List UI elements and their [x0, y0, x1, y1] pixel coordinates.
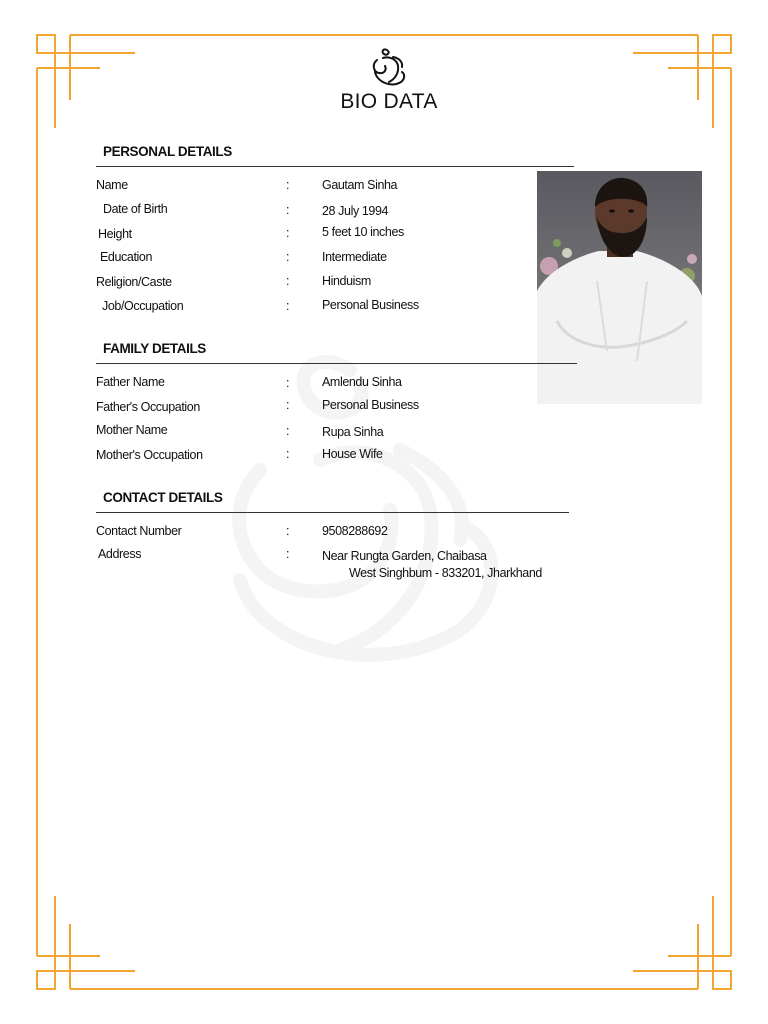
- row-colon: :: [286, 398, 290, 412]
- row-value: Near Rungta Garden, Chaibasa: [322, 549, 487, 563]
- personal-details-divider: [96, 166, 574, 167]
- family-details-heading: FAMILY DETAILS: [103, 341, 206, 356]
- person-photo-icon: [537, 171, 702, 404]
- row-colon: :: [286, 178, 290, 192]
- row-value: 5 feet 10 inches: [322, 225, 404, 239]
- row-label: Name: [96, 178, 128, 192]
- row-value: Intermediate: [322, 250, 387, 264]
- row-value: Rupa Sinha: [322, 425, 384, 439]
- row-label: Education: [100, 250, 152, 264]
- row-label: Contact Number: [96, 524, 182, 538]
- row-label: Religion/Caste: [96, 275, 172, 289]
- row-value: Gautam Sinha: [322, 178, 398, 192]
- ganesha-icon: [369, 46, 409, 90]
- row-value: House Wife: [322, 447, 383, 461]
- row-value: 28 July 1994: [322, 204, 389, 218]
- row-value: 9508288692: [322, 524, 388, 538]
- row-label: Father's Occupation: [96, 400, 200, 414]
- row-colon: :: [286, 226, 290, 240]
- row-colon: :: [286, 376, 290, 390]
- row-value-line2: West Singhbum - 833201, Jharkhand: [349, 566, 542, 580]
- row-colon: :: [286, 203, 290, 217]
- row-colon: :: [286, 250, 290, 264]
- profile-photo: [537, 171, 702, 404]
- row-colon: :: [286, 447, 290, 461]
- row-label: Father Name: [96, 375, 165, 389]
- row-colon: :: [286, 547, 290, 561]
- row-colon: :: [286, 274, 290, 288]
- page-title: BIO DATA: [340, 90, 438, 113]
- contact-details-divider: [96, 512, 569, 513]
- contact-details-heading: CONTACT DETAILS: [103, 490, 223, 505]
- title-block: [0, 46, 768, 114]
- row-label: Height: [98, 227, 132, 241]
- row-colon: :: [286, 299, 290, 313]
- row-label: Date of Birth: [103, 202, 168, 216]
- family-details-divider: [96, 363, 577, 364]
- row-label: Mother's Occupation: [96, 448, 203, 462]
- row-colon: :: [286, 524, 290, 538]
- row-value: Amlendu Sinha: [322, 375, 402, 389]
- row-label: Address: [98, 547, 142, 561]
- row-colon: :: [286, 424, 290, 438]
- row-label: Mother Name: [96, 423, 168, 437]
- row-value: Personal Business: [322, 298, 419, 312]
- row-label: Job/Occupation: [102, 299, 184, 313]
- personal-details-heading: PERSONAL DETAILS: [103, 144, 232, 159]
- row-value: Personal Business: [322, 398, 419, 412]
- row-value: Hinduism: [322, 274, 371, 288]
